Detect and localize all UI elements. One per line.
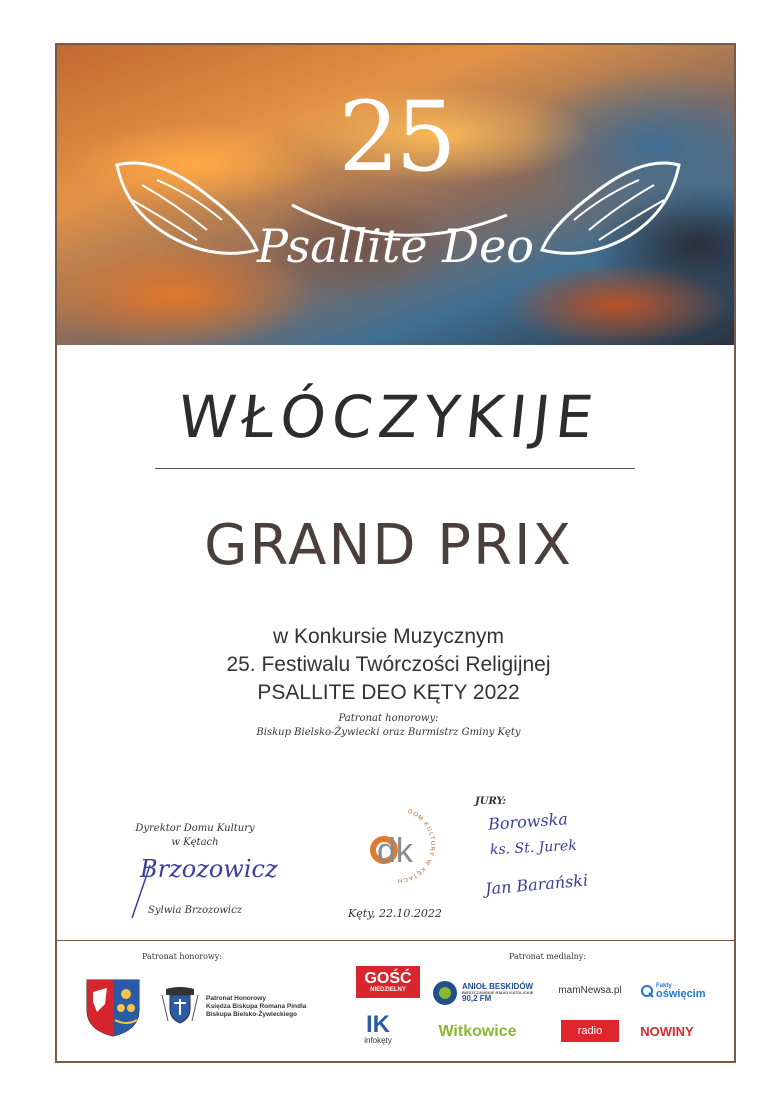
bishop-text-line: Patronat Honorowy xyxy=(206,995,266,1002)
radio-logo: radio xyxy=(561,1020,619,1042)
header-banner xyxy=(57,45,734,345)
director-title xyxy=(120,822,270,850)
award-description xyxy=(0,623,777,707)
director-name: Sylwia Brzozowicz xyxy=(148,905,242,916)
patronage-label: Patronat honorowy: xyxy=(338,713,439,724)
footer-honorary-label: Patronat honorowy: xyxy=(142,952,222,961)
fakty-q-icon xyxy=(640,984,654,998)
laureate-name: WŁÓCZYKIJE xyxy=(174,383,603,451)
patronage-text: Biskup Bielsko-Żywiecki oraz Burmistrz Gminy Kęty xyxy=(256,727,521,738)
description-line: PSALLITE DEO KĘTY 2022 xyxy=(257,681,520,704)
jury-label: JURY: xyxy=(475,796,507,807)
fakty-small-text: Fakty xyxy=(656,982,672,989)
bishop-patronage-text xyxy=(206,995,306,1019)
gosc-niedzielny-logo xyxy=(356,966,420,998)
jury-signature: Borowska xyxy=(487,809,569,834)
anniversary-number: 25 xyxy=(338,81,453,193)
jury-signature: Jan Barański xyxy=(484,870,589,899)
logo-ring-text: DOM KULTURY W KĘTACH xyxy=(396,808,436,884)
jury-signature: ks. St. Jurek xyxy=(489,837,578,859)
witkowice-logo: Witkowice xyxy=(438,1023,517,1040)
aniol-logo-sub: BIESZCZAŃSKIE RADIO KATOLICKIE xyxy=(462,989,534,995)
aniol-frequency: 90,2 FM xyxy=(462,994,492,1004)
description-line: 25. Festiwalu Twórczości Religijnej xyxy=(226,653,551,676)
director-title-line: w Kętach xyxy=(171,837,219,848)
bishop-coat-of-arms-icon xyxy=(160,985,200,1025)
gosc-logo-sub: NIEDZIELNY xyxy=(370,987,406,993)
director-signature: Brzozowicz xyxy=(140,855,278,883)
award-title: GRAND PRIX xyxy=(204,513,573,578)
infokety-logo-text: infokęty xyxy=(364,1036,392,1045)
name-underline xyxy=(155,468,635,469)
festival-name: Psallite Deo xyxy=(256,219,534,273)
footer-media-label: Patronat medialny: xyxy=(509,952,587,961)
aniol-beskidow-logo xyxy=(432,976,542,1010)
dom-kultury-logo xyxy=(352,800,442,890)
bishop-text-line: Biskupa Bielsko-Żywieckiego xyxy=(206,1011,298,1018)
bishop-text-line: Księdza Biskupa Romana Pindla xyxy=(206,1003,307,1010)
gosc-logo-text: GOŚĆ xyxy=(364,970,412,987)
nowiny-logo: NOWINY xyxy=(640,1023,694,1039)
director-title-line: Dyrektor Domu Kultury xyxy=(135,823,255,834)
infokety-logo-mark: IK xyxy=(366,1011,390,1038)
aniol-globe-icon xyxy=(432,980,458,1006)
logo-letters: dk xyxy=(377,832,413,870)
kety-crest-icon xyxy=(85,978,141,1038)
mamnewsa-logo: mamNewsa.pl xyxy=(558,984,622,996)
honorary-patronage xyxy=(0,712,777,740)
issue-date: Kęty, 22.10.2022 xyxy=(348,907,442,920)
wings-illustration xyxy=(57,45,734,345)
fakty-oswiecim-logo xyxy=(640,978,715,1004)
description-line: w Konkursie Muzycznym xyxy=(272,625,505,648)
footer-divider xyxy=(57,940,734,941)
infokety-logo xyxy=(356,1008,400,1050)
fakty-main-text: oświęcim xyxy=(656,987,706,1000)
aniol-logo-text: ANIOŁ BESKIDÓW xyxy=(462,981,534,991)
